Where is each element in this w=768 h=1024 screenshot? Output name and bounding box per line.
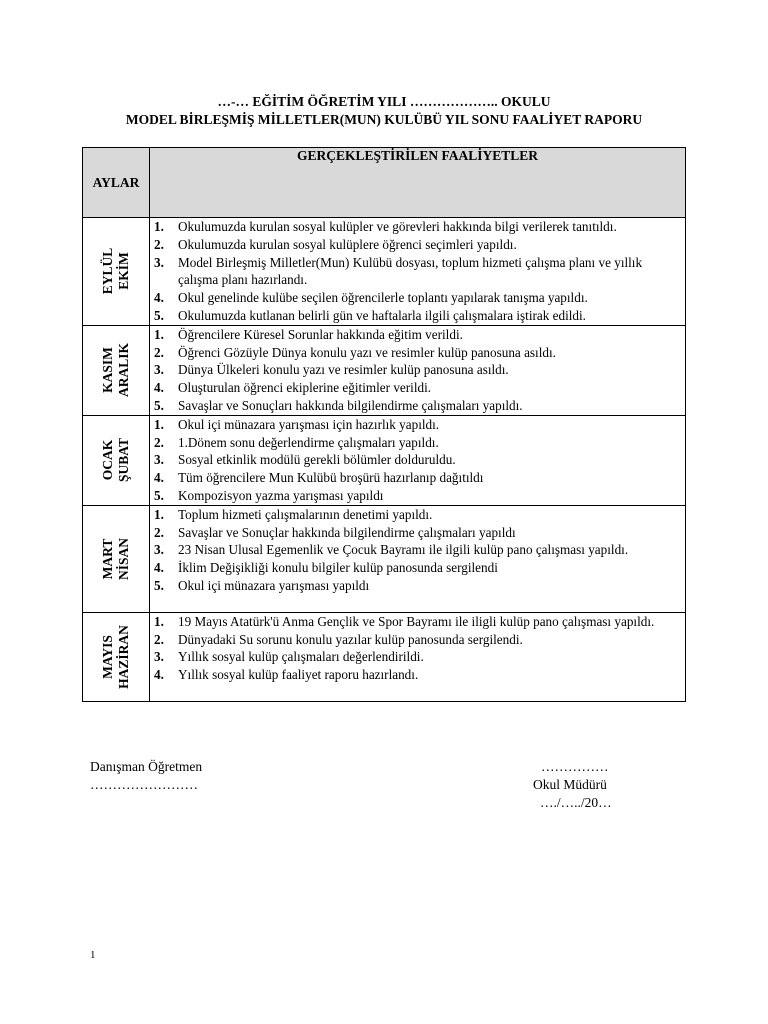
activity-text: Model Birleşmiş Milletler(Mun) Kulübü dosyası, toplum hizmeti çalışma planı ve yıllık çalışma planı hazırlandı. xyxy=(178,254,643,288)
table-row xyxy=(83,218,686,326)
activity-number: 3. xyxy=(154,254,164,270)
activity-text: Öğrenci Gözüyle Dünya konulu yazı ve resimler kulüp panosuna asıldı. xyxy=(178,344,556,360)
table-row xyxy=(83,505,686,612)
activity-text: Kompozisyon yazma yarışması yapıldı xyxy=(178,487,384,503)
principal-label: Okul Müdürü xyxy=(533,777,607,792)
activity-number: 4. xyxy=(154,290,164,306)
document-title-line2: MODEL BİRLEŞMİŞ MİLLETLER(MUN) KULÜBÜ YIL SONU FAALİYET RAPORU xyxy=(125,112,643,127)
activity-item xyxy=(154,648,685,666)
month-label: NİSAN xyxy=(116,537,131,580)
activities-cell xyxy=(150,415,686,505)
page-number: 1 xyxy=(90,949,96,961)
activities-cell xyxy=(150,325,686,415)
activity-text: Savaşlar ve Sonuçlar hakkında bilgilendirme çalışmaları yapıldı xyxy=(178,524,516,540)
date-line: …./…../20… xyxy=(540,795,612,810)
activity-item xyxy=(154,361,685,379)
month-cell xyxy=(83,505,150,612)
advisor-signature-line: …………………… xyxy=(90,777,198,792)
activity-text: Okulumuzda kurulan sosyal kulüplere öğrenci seçimleri yapıldı. xyxy=(178,236,517,252)
activity-list xyxy=(150,326,685,415)
activity-text: Okul genelinde kulübe seçilen öğrencilerle toplantı yapılarak tanışma yapıldı. xyxy=(178,290,588,306)
activity-number: 3. xyxy=(154,542,164,558)
activity-text: Okul içi münazara yarışması yapıldı xyxy=(178,577,370,593)
activity-list xyxy=(150,506,685,595)
activity-number: 4. xyxy=(154,470,164,486)
month-cell xyxy=(83,612,150,701)
activity-text: Sosyal etkinlik modülü gerekli bölümler dolduruldu. xyxy=(178,452,456,468)
month-cell xyxy=(83,325,150,415)
activity-number: 1. xyxy=(154,506,164,522)
activity-number: 5. xyxy=(154,577,164,593)
activities-cell xyxy=(150,612,686,701)
activity-item xyxy=(154,236,685,254)
activity-text: Tüm öğrencilere Mun Kulübü broşürü hazırlanıp dağıtıldı xyxy=(178,470,484,486)
activities-cell xyxy=(150,218,686,326)
activity-text: 23 Nisan Ulusal Egemenlik ve Çocuk Bayramı ile ilgili kulüp pano çalışması yapıldı. xyxy=(178,542,629,558)
month-label: HAZİRAN xyxy=(116,624,131,689)
activity-item xyxy=(154,289,685,307)
month-label: OCAK xyxy=(100,440,115,481)
month-label: ARALIK xyxy=(116,343,131,398)
activity-number: 2. xyxy=(154,344,164,360)
document-title-line1: …-… EĞİTİM ÖĞRETİM YILI ……………….. OKULU xyxy=(217,94,551,109)
activity-item xyxy=(154,541,685,559)
activity-item xyxy=(154,344,685,362)
activity-number: 1. xyxy=(154,416,164,432)
activity-item xyxy=(154,506,685,524)
activity-item xyxy=(154,434,685,452)
month-label: EYLÜL xyxy=(100,248,115,295)
activity-item xyxy=(154,524,685,542)
activity-text: 1.Dönem sonu değerlendirme çalışmaları yapıldı. xyxy=(178,434,439,450)
activity-number: 2. xyxy=(154,631,164,647)
activity-number: 4. xyxy=(154,560,164,576)
activity-number: 4. xyxy=(154,380,164,396)
activities-cell xyxy=(150,505,686,612)
activity-list xyxy=(150,613,685,684)
header-activities: GERÇEKLEŞTİRİLEN FAALİYETLER xyxy=(150,148,686,218)
activity-number: 3. xyxy=(154,362,164,378)
activity-number: 2. xyxy=(154,434,164,450)
activity-number: 3. xyxy=(154,452,164,468)
activity-text: Toplum hizmeti çalışmalarının denetimi yapıldı. xyxy=(178,506,433,522)
activity-text: Dünyadaki Su sorunu konulu yazılar kulüp panosunda sergilendi. xyxy=(178,631,523,647)
activity-report-table xyxy=(82,147,686,702)
activity-number: 4. xyxy=(154,667,164,683)
month-label: ŞUBAT xyxy=(116,438,131,483)
table-header-row xyxy=(83,148,686,218)
month-label: MART xyxy=(100,538,115,580)
activity-text: Yıllık sosyal kulüp çalışmaları değerlendirildi. xyxy=(178,649,424,665)
activity-text: Okulumuzda kurulan sosyal kulüpler ve görevleri hakkında bilgi verilerek tanıtıldı. xyxy=(178,219,617,234)
month-label: MAYIS xyxy=(100,634,115,679)
table-row xyxy=(83,612,686,701)
activity-text: Oluşturulan öğrenci ekiplerine eğitimler verildi. xyxy=(178,380,432,396)
activity-number: 5. xyxy=(154,487,164,503)
activity-number: 5. xyxy=(154,397,164,413)
activity-list xyxy=(150,416,685,505)
advisor-teacher-label: Danışman Öğretmen xyxy=(90,759,203,774)
activity-item xyxy=(154,416,685,434)
activity-item xyxy=(154,469,685,487)
activity-text: Okul içi münazara yarışması için hazırlık yapıldı. xyxy=(178,416,440,432)
activity-item xyxy=(154,379,685,397)
activity-number: 2. xyxy=(154,524,164,540)
activity-item xyxy=(154,326,685,344)
activity-number: 5. xyxy=(154,307,164,323)
activity-item xyxy=(154,218,685,236)
activity-item xyxy=(154,666,685,684)
activity-number: 1. xyxy=(154,613,164,629)
activity-item xyxy=(154,559,685,577)
activity-number: 1. xyxy=(154,219,164,234)
month-label: KASIM xyxy=(100,347,115,394)
activity-text: Dünya Ülkeleri konulu yazı ve resimler kulüp panosuna asıldı. xyxy=(178,362,509,378)
month-label: EKİM xyxy=(116,252,131,291)
table-row xyxy=(83,325,686,415)
month-cell xyxy=(83,415,150,505)
activity-item xyxy=(154,487,685,505)
activity-list xyxy=(150,218,685,325)
activity-number: 3. xyxy=(154,649,164,665)
activity-text: Savaşlar ve Sonuçları hakkında bilgilendirme çalışmaları yapıldı. xyxy=(178,397,523,413)
activity-text: Yıllık sosyal kulüp faaliyet raporu hazırlandı. xyxy=(178,667,419,683)
activity-text: Öğrencilere Küresel Sorunlar hakkında eğitim verildi. xyxy=(178,326,463,342)
activity-item xyxy=(154,613,685,631)
activity-text: İklim Değişikliği konulu bilgiler kulüp panosunda sergilendi xyxy=(178,560,498,576)
activity-text: Okulumuzda kutlanan belirli gün ve haftalarla ilgili çalışmalara iştirak edildi. xyxy=(178,307,586,323)
activity-item xyxy=(154,451,685,469)
activity-number: 1. xyxy=(154,326,164,342)
activity-item xyxy=(154,397,685,415)
header-months: AYLAR xyxy=(83,148,150,218)
month-cell xyxy=(83,218,150,326)
activity-text: 19 Mayıs Atatürk'ü Anma Gençlik ve Spor Bayramı ile iligli kulüp pano çalışması yapıldı. xyxy=(178,613,655,629)
table-row xyxy=(83,415,686,505)
principal-signature-line: …………… xyxy=(541,759,609,774)
activity-item xyxy=(154,307,685,325)
activity-number: 2. xyxy=(154,236,164,252)
activity-item xyxy=(154,254,685,290)
activity-item xyxy=(154,631,685,649)
activity-item xyxy=(154,577,685,595)
